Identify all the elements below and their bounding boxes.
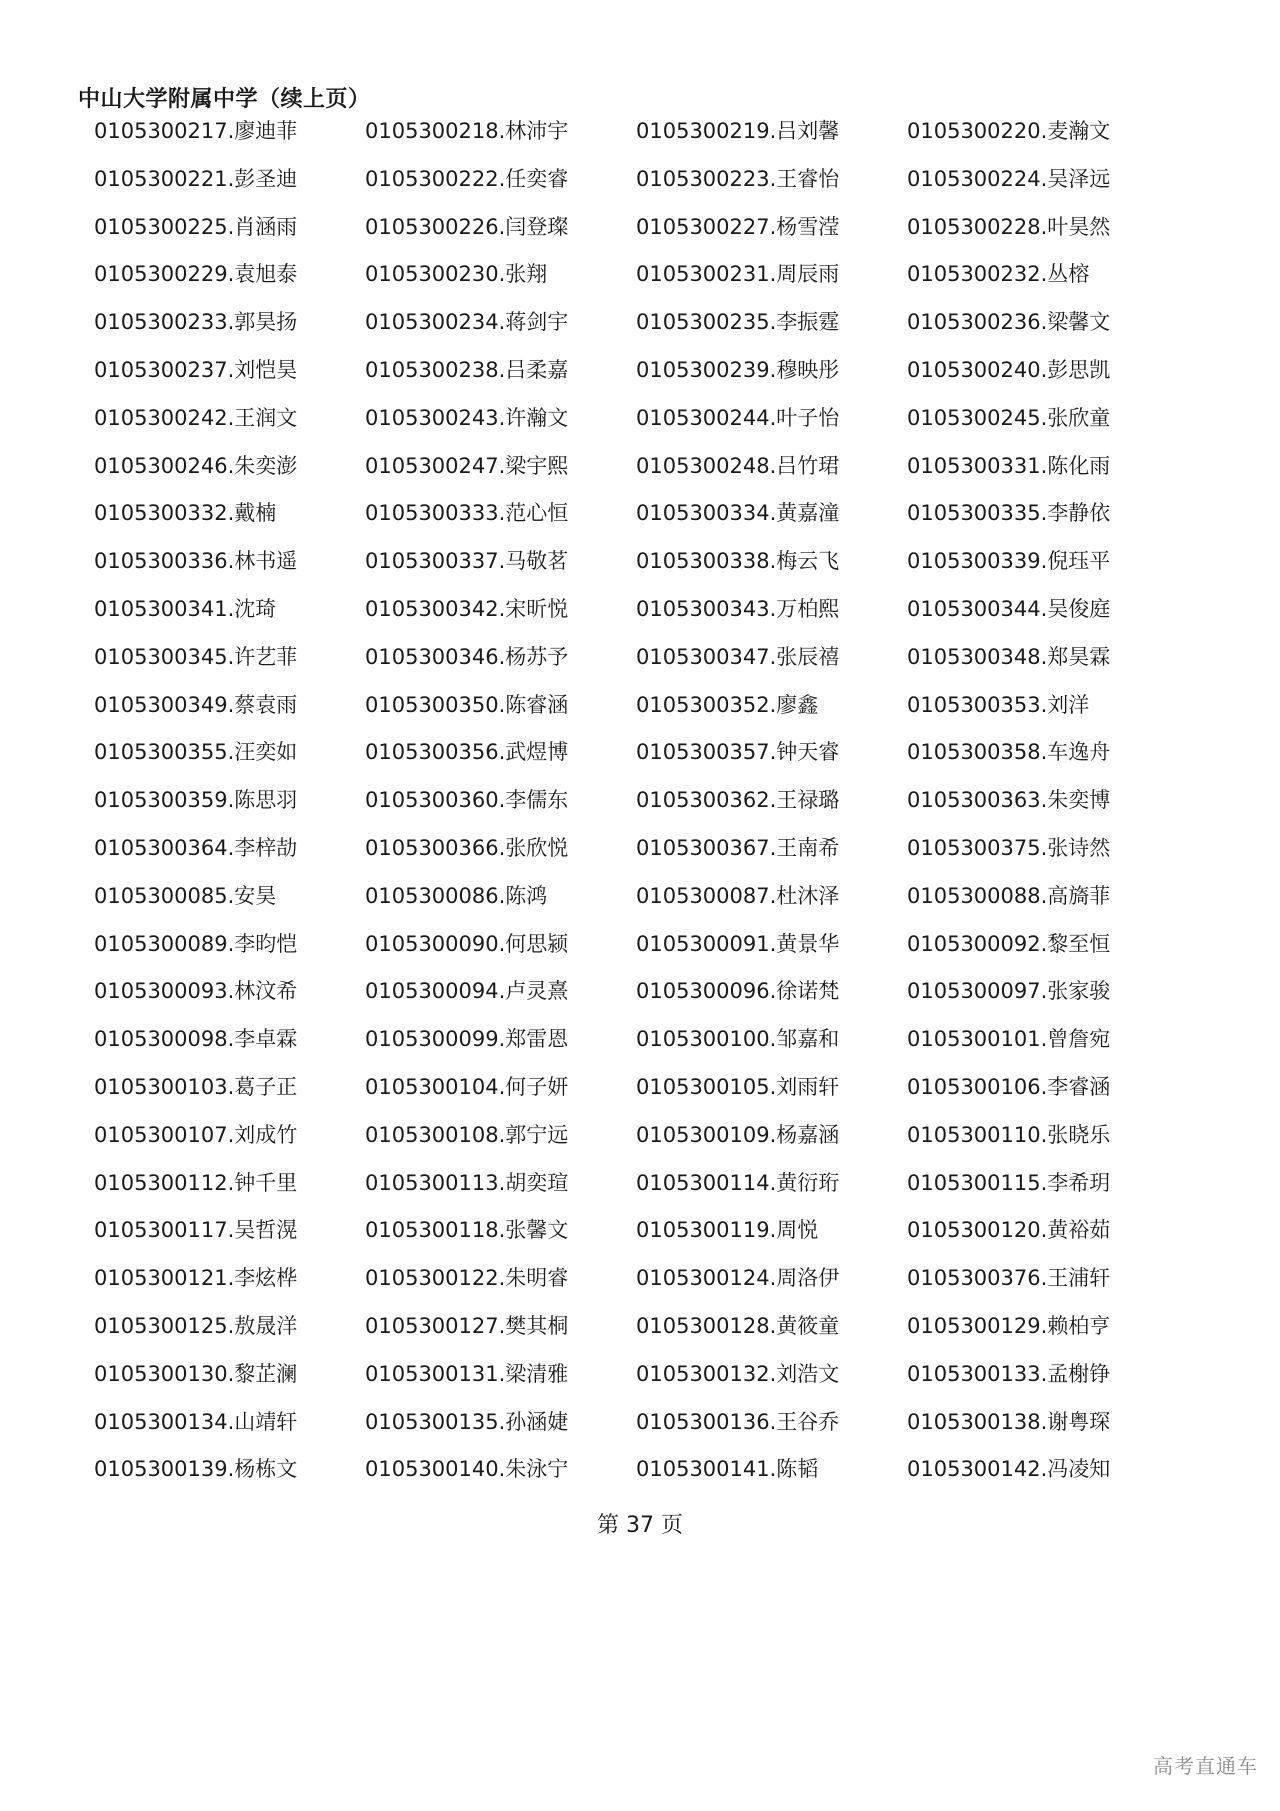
student-entry: 0105300352.廖鑫: [636, 692, 819, 717]
student-entry: 0105300114.黄衍珩: [636, 1170, 840, 1195]
student-entry: 0105300348.郑昊霖: [907, 644, 1111, 669]
student-entry: 0105300097.张家骏: [907, 979, 1111, 1004]
student-entry: 0105300093.林汶希: [94, 979, 298, 1004]
student-entry: 0105300133.孟榭铮: [907, 1361, 1111, 1386]
student-entry: 0105300117.吴哲滉: [94, 1218, 298, 1243]
school-heading: 中山大学附属中学（续上页）: [78, 87, 371, 112]
student-entry: 0105300375.张诗然: [907, 835, 1111, 860]
student-entry: 0105300343.万柏熙: [636, 596, 840, 621]
student-entry: 0105300335.李静依: [907, 501, 1111, 526]
student-entry: 0105300367.王南希: [636, 835, 840, 860]
student-list: [94, 121, 1178, 1507]
student-entry: 0105300091.黄景华: [636, 931, 840, 956]
student-entry: 0105300140.朱泳宁: [365, 1457, 569, 1482]
watermark: 高考直通车: [1153, 1754, 1258, 1778]
student-entry: 0105300239.穆映彤: [636, 357, 840, 382]
student-entry: 0105300131.梁清雅: [365, 1361, 569, 1386]
student-entry: 0105300100.邹嘉和: [636, 1027, 840, 1052]
student-entry: 0105300232.丛榕: [907, 262, 1090, 287]
student-entry: 0105300358.车逸舟: [907, 740, 1111, 765]
student-entry: 0105300248.吕竹珺: [636, 453, 840, 478]
student-entry: 0105300128.黄筱童: [636, 1313, 840, 1338]
student-entry: 0105300233.郭昊扬: [94, 310, 298, 335]
student-entry: 0105300247.梁宇熙: [365, 453, 569, 478]
student-entry: 0105300135.孙涵婕: [365, 1409, 569, 1434]
student-entry: 0105300339.倪珏平: [907, 549, 1111, 574]
student-entry: 0105300244.叶子怡: [636, 405, 840, 430]
student-entry: 0105300360.李儒东: [365, 788, 569, 813]
student-entry: 0105300098.李卓霖: [94, 1027, 298, 1052]
student-entry: 0105300139.杨栋文: [94, 1457, 298, 1482]
student-entry: 0105300125.敖晟洋: [94, 1313, 298, 1338]
student-entry: 0105300112.钟千里: [94, 1170, 298, 1195]
student-entry: 0105300103.葛子正: [94, 1074, 298, 1099]
student-entry: 0105300341.沈琦: [94, 596, 277, 621]
student-entry: 0105300222.任奕睿: [365, 166, 569, 191]
student-entry: 0105300366.张欣悦: [365, 835, 569, 860]
student-entry: 0105300355.汪奕如: [94, 740, 298, 765]
student-entry: 0105300359.陈思羽: [94, 788, 298, 813]
student-entry: 0105300363.朱奕博: [907, 788, 1111, 813]
student-entry: 0105300092.黎至恒: [907, 931, 1111, 956]
student-entry: 0105300086.陈鸿: [365, 883, 548, 908]
student-entry: 0105300106.李睿涵: [907, 1074, 1111, 1099]
student-entry: 0105300113.胡奕瑄: [365, 1170, 569, 1195]
student-entry: 0105300136.王谷乔: [636, 1409, 840, 1434]
student-entry: 0105300364.李梓劼: [94, 835, 298, 860]
student-entry: 0105300104.何子妍: [365, 1074, 569, 1099]
student-entry: 0105300236.梁馨文: [907, 310, 1111, 335]
student-entry: 0105300240.彭思凯: [907, 357, 1111, 382]
student-entry: 0105300225.肖涵雨: [94, 214, 298, 239]
student-entry: 0105300141.陈韬: [636, 1457, 819, 1482]
student-entry: 0105300344.吴俊庭: [907, 596, 1111, 621]
student-entry: 0105300246.朱奕澎: [94, 453, 298, 478]
student-entry: 0105300245.张欣童: [907, 405, 1111, 430]
student-entry: 0105300127.樊其桐: [365, 1313, 569, 1338]
student-entry: 0105300221.彭圣迪: [94, 166, 298, 191]
student-entry: 0105300332.戴楠: [94, 501, 277, 526]
student-entry: 0105300362.王禄璐: [636, 788, 840, 813]
student-entry: 0105300231.周辰雨: [636, 262, 840, 287]
student-entry: 0105300336.林书遥: [94, 549, 298, 574]
student-entry: 0105300124.周洛伊: [636, 1266, 840, 1291]
student-entry: 0105300096.徐诺梵: [636, 979, 840, 1004]
student-entry: 0105300342.宋昕悦: [365, 596, 569, 621]
student-entry: 0105300243.许瀚文: [365, 405, 569, 430]
student-entry: 0105300120.黄裕茹: [907, 1218, 1111, 1243]
student-entry: 0105300347.张辰禧: [636, 644, 840, 669]
student-entry: 0105300109.杨嘉涵: [636, 1122, 840, 1147]
student-entry: 0105300087.杜沐泽: [636, 883, 840, 908]
student-entry: 0105300346.杨苏予: [365, 644, 569, 669]
student-entry: 0105300356.武煜博: [365, 740, 569, 765]
student-entry: 0105300238.吕柔嘉: [365, 357, 569, 382]
student-entry: 0105300331.陈化雨: [907, 453, 1111, 478]
student-entry: 0105300228.叶昊然: [907, 214, 1111, 239]
student-entry: 0105300229.袁旭泰: [94, 262, 298, 287]
student-entry: 0105300345.许艺菲: [94, 644, 298, 669]
student-entry: 0105300227.杨雪滢: [636, 214, 840, 239]
student-entry: 0105300134.山靖轩: [94, 1409, 298, 1434]
student-entry: 0105300337.马敬茗: [365, 549, 569, 574]
student-entry: 0105300223.王睿怡: [636, 166, 840, 191]
student-entry: 0105300234.蒋剑宇: [365, 310, 569, 335]
student-entry: 0105300235.李振霆: [636, 310, 840, 335]
student-entry: 0105300121.李炫桦: [94, 1266, 298, 1291]
student-entry: 0105300130.黎芷澜: [94, 1361, 298, 1386]
student-entry: 0105300132.刘浩文: [636, 1361, 840, 1386]
student-entry: 0105300119.周悦: [636, 1218, 819, 1243]
student-entry: 0105300349.蔡袁雨: [94, 692, 298, 717]
student-entry: 0105300090.何思颍: [365, 931, 569, 956]
student-entry: 0105300219.吕刘馨: [636, 119, 840, 143]
student-entry: 0105300353.刘洋: [907, 692, 1090, 717]
student-entry: 0105300350.陈睿涵: [365, 692, 569, 717]
student-entry: 0105300338.梅云飞: [636, 549, 840, 574]
student-entry: 0105300333.范心恒: [365, 501, 569, 526]
student-entry: 0105300226.闫登璨: [365, 214, 569, 239]
student-entry: 0105300230.张翔: [365, 262, 548, 287]
student-entry: 0105300099.郑雷恩: [365, 1027, 569, 1052]
student-entry: 0105300224.吴泽远: [907, 166, 1111, 191]
student-entry: 0105300142.冯凌知: [907, 1457, 1111, 1482]
student-entry: 0105300094.卢灵熹: [365, 979, 569, 1004]
student-entry: 0105300218.林沛宇: [365, 119, 569, 143]
student-entry: 0105300122.朱明睿: [365, 1266, 569, 1291]
student-entry: 0105300376.王浦轩: [907, 1266, 1111, 1291]
student-entry: 0105300101.曾詹宛: [907, 1027, 1111, 1052]
student-entry: 0105300089.李昀恺: [94, 931, 298, 956]
student-entry: 0105300110.张晓乐: [907, 1122, 1111, 1147]
student-entry: 0105300088.高旖菲: [907, 883, 1111, 908]
student-entry: 0105300357.钟天睿: [636, 740, 840, 765]
student-entry: 0105300107.刘成竹: [94, 1122, 298, 1147]
student-entry: 0105300242.王润文: [94, 405, 298, 430]
student-entry: 0105300085.安昊: [94, 883, 277, 908]
student-entry: 0105300105.刘雨轩: [636, 1074, 840, 1099]
student-entry: 0105300334.黄嘉潼: [636, 501, 840, 526]
student-entry: 0105300138.谢粤琛: [907, 1409, 1111, 1434]
student-entry: 0105300217.廖迪菲: [94, 119, 298, 143]
student-entry: 0105300237.刘恺昊: [94, 357, 298, 382]
student-entry: 0105300118.张馨文: [365, 1218, 569, 1243]
student-entry: 0105300129.赖柏亨: [907, 1313, 1111, 1338]
student-entry: 0105300108.郭宁远: [365, 1122, 569, 1147]
student-entry: 0105300115.李希玥: [907, 1170, 1111, 1195]
page-number: 第 37 页: [597, 1513, 683, 1538]
student-entry: 0105300220.麦瀚文: [907, 119, 1111, 143]
